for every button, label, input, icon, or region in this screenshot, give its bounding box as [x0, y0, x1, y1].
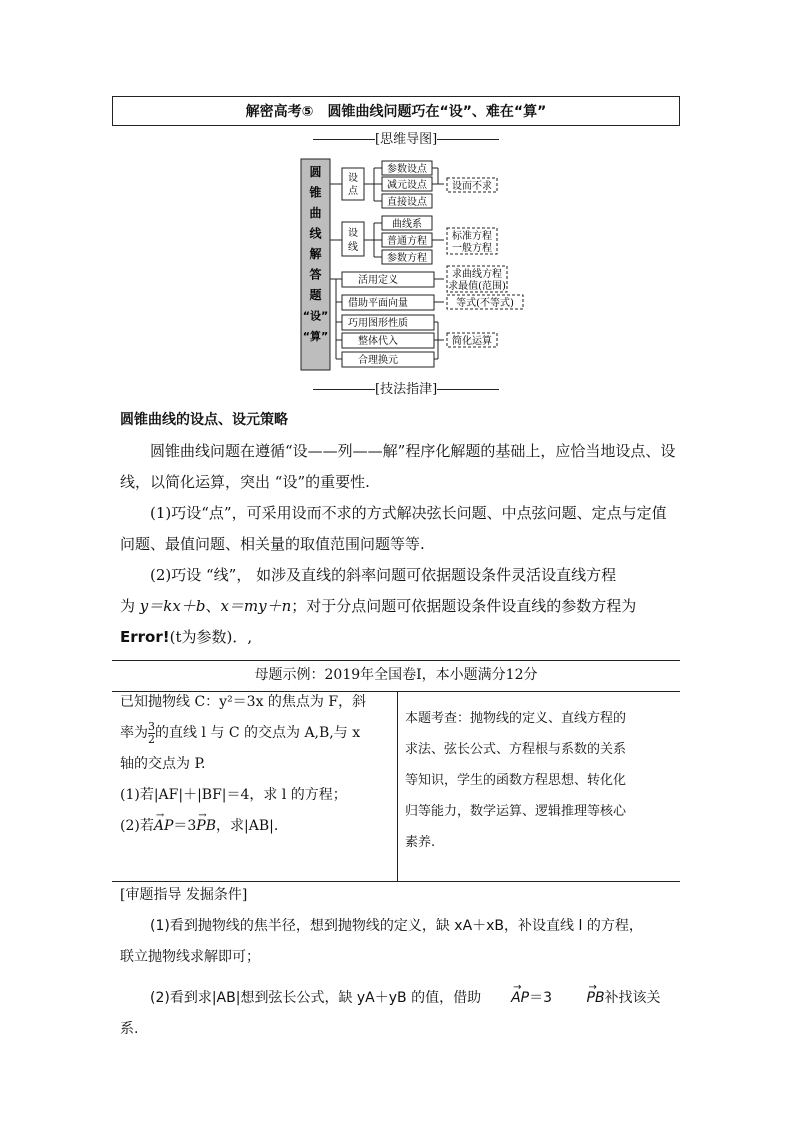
text-fragment: 补找该关系.	[120, 990, 661, 1037]
analysis-line: 素养.	[405, 835, 436, 850]
mindmap-root-char: 圆	[309, 165, 322, 179]
problem-line	[120, 718, 392, 749]
set-line-item: 曲线系	[392, 219, 422, 230]
calc-item: 合理换元	[358, 355, 398, 366]
calc-item: 活用定义	[358, 275, 398, 286]
analysis-line: 归等能力，数学运算、逻辑推理等核心	[405, 804, 627, 819]
techniques-p2b	[120, 591, 676, 622]
mindmap-root-char: 解	[309, 247, 322, 261]
techniques-p1: (1)巧设“点”，可采用设而不求的方式解决弦长问题、中点弦问题、定点与定值问题、最值问题、相关量的取值范围问题等等.	[120, 504, 667, 553]
mindmap-root-char: 线	[309, 226, 322, 241]
fraction	[148, 721, 155, 746]
text-fragment: 的直线 l 与 C 的交点为 A,B,与 x	[155, 725, 361, 741]
problem-line: 轴的交点为 P.	[120, 756, 206, 772]
set-point-result: 设而不求	[452, 181, 492, 192]
vector: → PB	[557, 983, 605, 1014]
page-title: 解密高考⑤ 圆锥曲线问题巧在“设”、难在“算”	[112, 96, 680, 126]
calc-item: 整体代入	[358, 336, 398, 347]
calc-item: 借助平面向量	[348, 298, 408, 309]
calc-result: 等式(不等式)	[456, 298, 514, 309]
mindmap-header	[313, 131, 499, 149]
techniques-subtitle: 圆锥曲线的设点、设元策略	[120, 412, 288, 428]
equation: y＝kx＋b	[139, 597, 206, 615]
text-fragment: (2)若	[120, 818, 154, 834]
set-point-label-1: 设	[348, 173, 358, 184]
analysis-line: 求法、弦长公式、方程根与系数的关系	[405, 742, 627, 757]
set-line-item: 普通方程	[387, 236, 427, 247]
analysis-line: 等知识，学生的函数方程思想、转化化	[405, 773, 627, 788]
mindmap-root-char: 答	[309, 267, 322, 282]
example-header: 母题示例：2019年全国卷Ⅰ，本小题满分12分	[254, 667, 538, 683]
text-fragment: (t为参数)．,	[169, 628, 253, 646]
text-fragment: 率为	[120, 725, 148, 741]
set-line-result: 一般方程	[452, 243, 492, 254]
text-fragment: ，求|AB|.	[216, 818, 279, 834]
example-analysis-points	[405, 703, 677, 858]
text-fragment: 为	[120, 597, 136, 615]
analysis-header: [审题指导 发掘条件]	[120, 887, 248, 903]
analysis-a1-line1: (1)看到抛物线的焦半径，想到抛物线的定义，缺 xA＋xB，补设直线 l 的方程，	[150, 918, 643, 934]
equation: x＝my＋n	[220, 597, 292, 615]
fraction-numerator: 3	[148, 719, 155, 733]
text-fragment: ＝3	[173, 818, 197, 834]
techniques-header-label: [技法指津]	[375, 382, 438, 397]
text-fragment: ＝3	[529, 990, 557, 1006]
mindmap-header-label: [思维导图]	[375, 132, 438, 147]
mindmap-root-char: 曲	[309, 206, 322, 220]
vector: → AP	[481, 983, 529, 1014]
set-point-item: 减元设点	[387, 180, 427, 191]
mindmap-root-char: 锥	[309, 185, 322, 200]
techniques-p2a: (2)巧设 “线”， 如涉及直线的斜率问题可依据题设条件灵活设直线方程	[150, 566, 617, 584]
set-point-item: 直接设点	[387, 197, 427, 208]
svg-text:线: 线	[348, 242, 358, 253]
mindmap-root-char: 题	[309, 288, 322, 302]
techniques-p2c	[120, 622, 676, 653]
fraction-denominator: 2	[148, 732, 155, 746]
calc-result: 求最值(范围)	[448, 281, 506, 292]
set-line-item: 参数方程	[387, 253, 427, 264]
table-column-divider	[397, 692, 398, 881]
analysis-line: 本题考查：抛物线的定义、直线方程的	[405, 711, 627, 726]
mindmap-root-char: “算”	[302, 330, 329, 343]
set-point-item: 参数设点	[387, 164, 427, 175]
mindmap-root-char: “设”	[302, 309, 329, 323]
error-text: Error!	[120, 628, 170, 646]
problem-line: 已知抛物线 C：y²＝3x 的焦点为 F，斜	[120, 694, 367, 710]
set-point-label-2: 点	[348, 186, 358, 197]
question-1: (1)若|AF|＋|BF|＝4，求 l 的方程；	[120, 787, 347, 803]
set-line-result: 标准方程	[452, 231, 492, 242]
analysis-a2	[120, 983, 676, 1045]
svg-text:设: 设	[348, 228, 358, 239]
question-2	[120, 811, 392, 842]
techniques-header	[313, 381, 499, 399]
vector: → AP	[154, 811, 174, 842]
calc-item: 巧用图形性质	[348, 318, 408, 329]
calc-result: 求曲线方程	[452, 269, 502, 280]
techniques-intro: 圆锥曲线问题在遵循“设——列——解”程序化解题的基础上，应恰当地设点、设线，以简化运算，突出 “设”的重要性.	[120, 442, 676, 491]
analysis-a1-line2: 联立抛物线求解即可；	[120, 949, 260, 965]
text-fragment: ；对于分点问题可依据题设条件设直线的参数方程为	[291, 597, 637, 615]
calc-result: 简化运算	[452, 336, 492, 347]
example-problem	[120, 687, 392, 842]
text-fragment: (2)看到求|AB|想到弦长公式，缺 yA＋yB 的值，借助	[150, 990, 482, 1006]
text-fragment: 、	[205, 597, 221, 615]
mindmap-diagram	[300, 156, 530, 376]
vector: → PB	[196, 811, 216, 842]
